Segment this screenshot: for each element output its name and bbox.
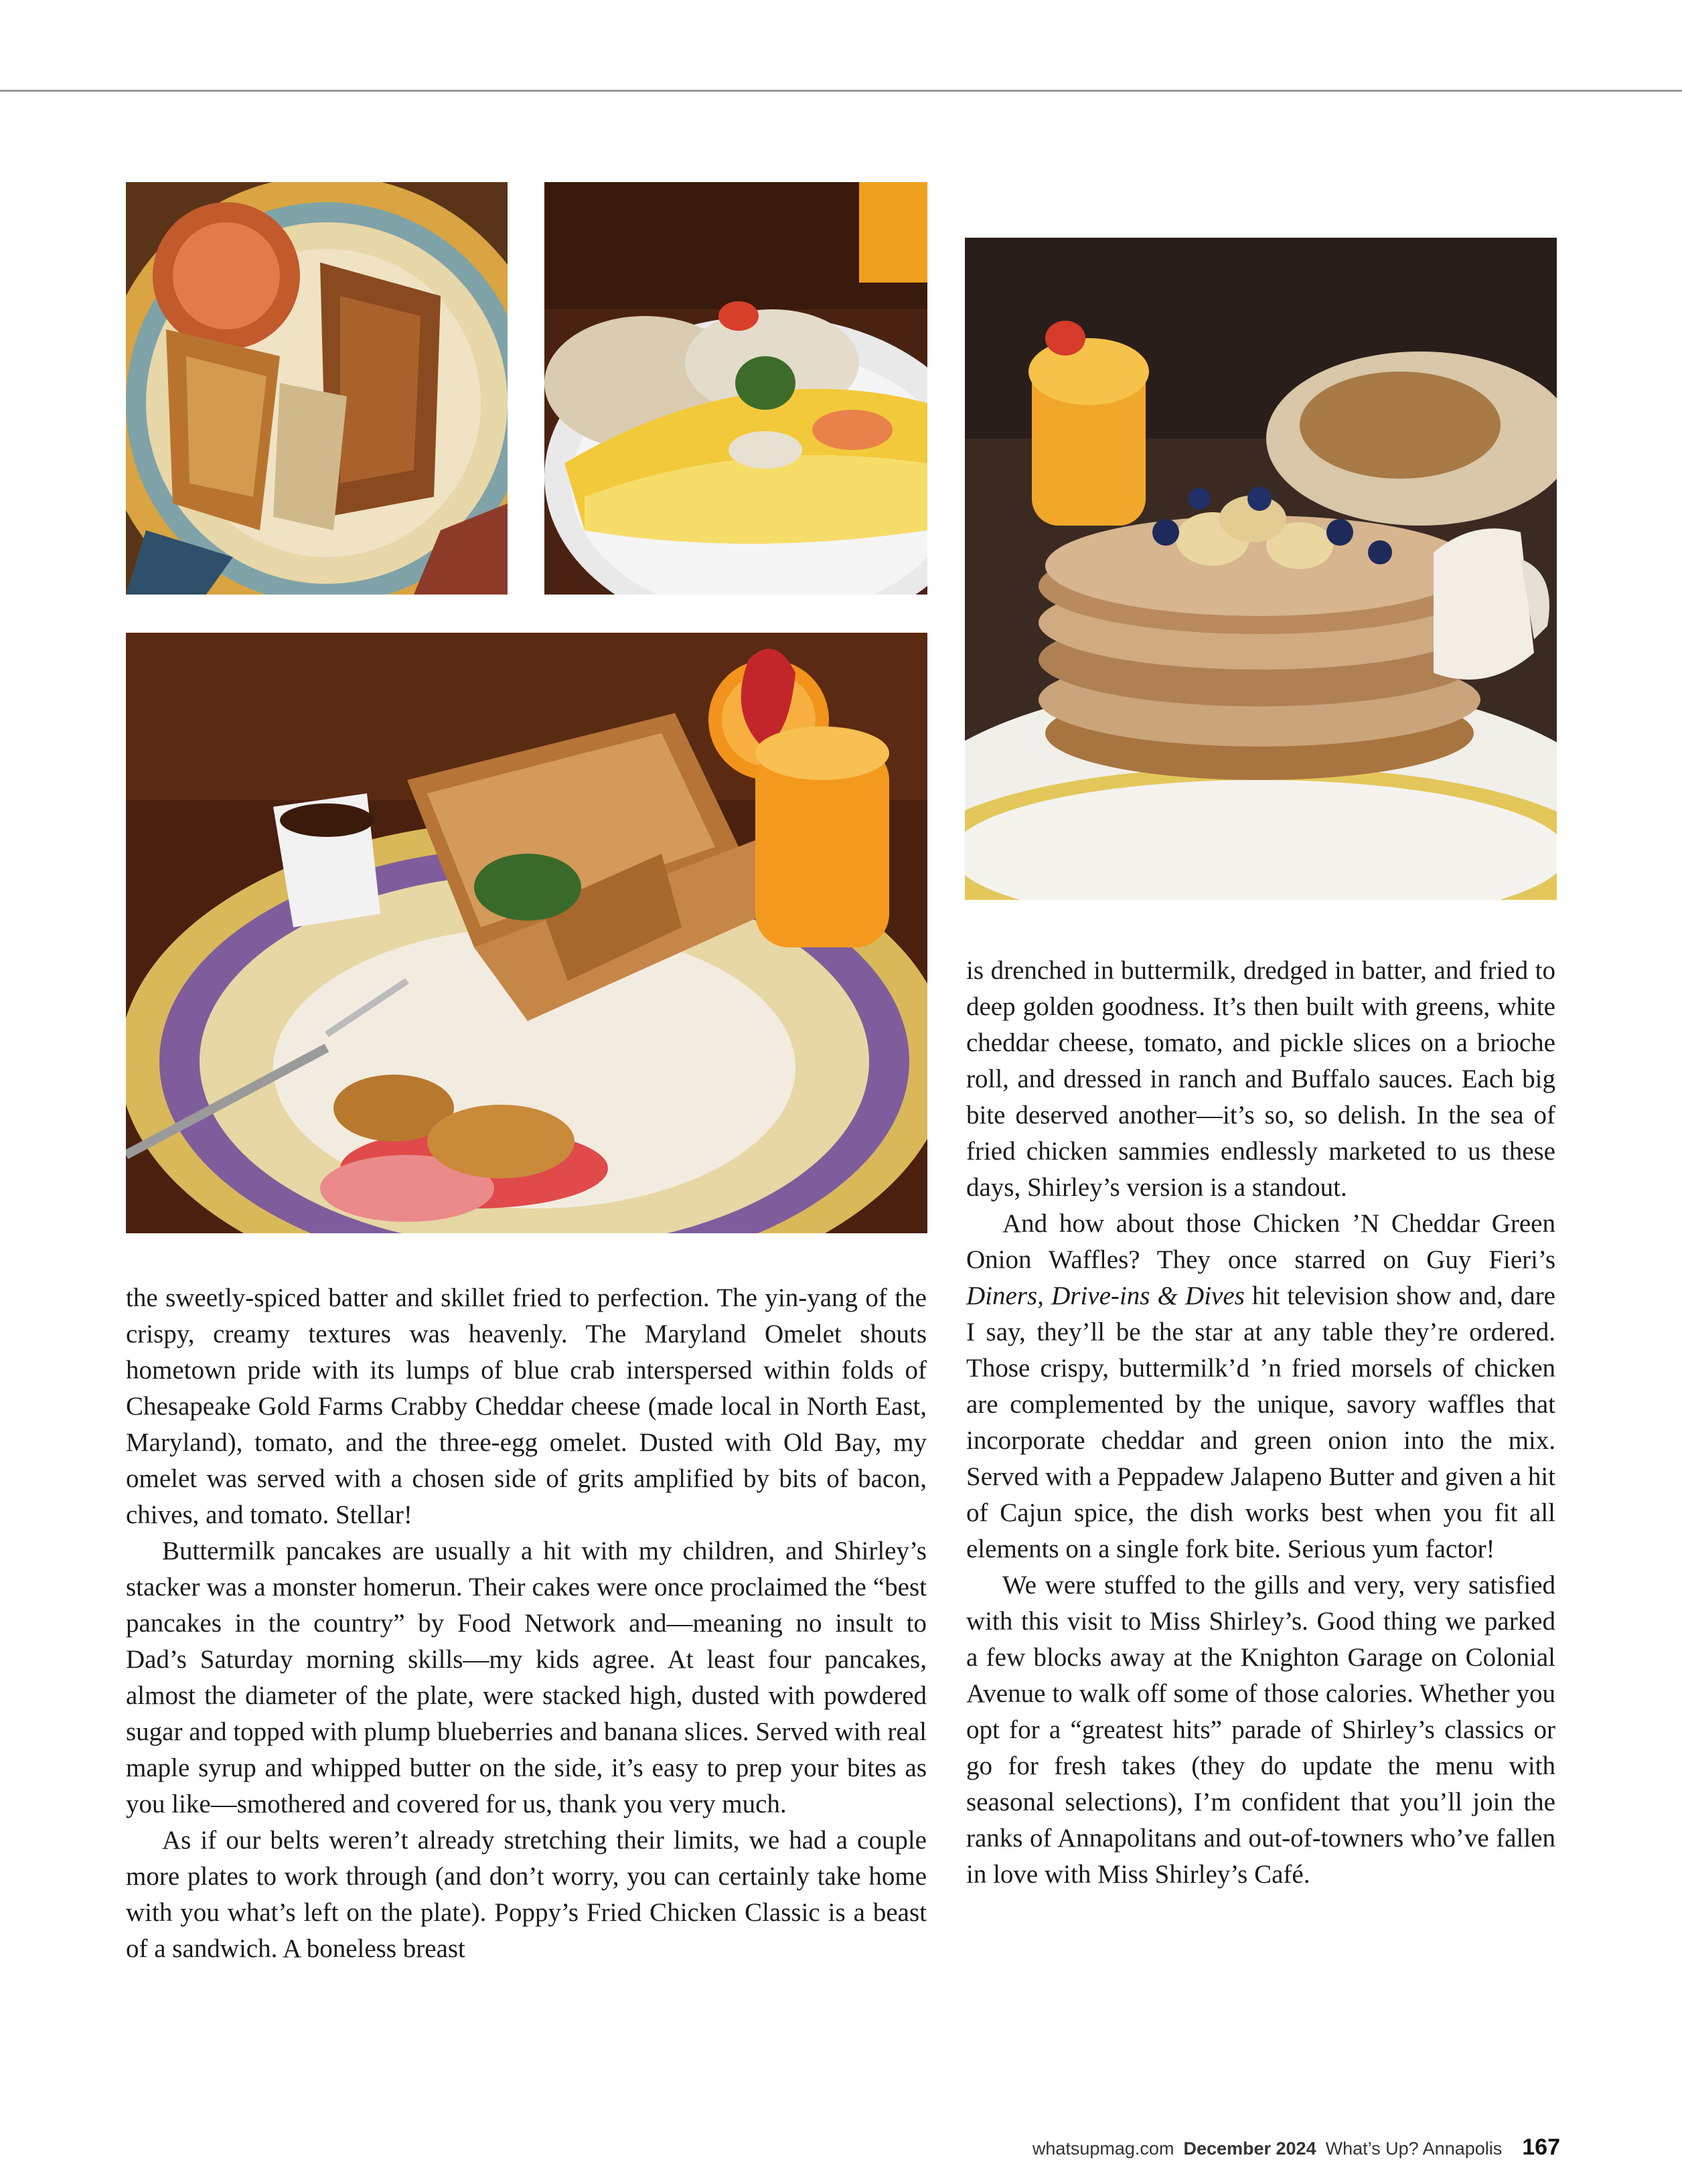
article-paragraph: is drenched in buttermilk, dredged in batter, and fried to deep golden goodness. It’s then built with greens, white cheddar cheese, tomato, and pickle slices on a brioche roll, and dressed in ranch and Buffalo sauces. Each big bite deserved another—it’s so, so delish. In the sea of fried chicken sammies endlessly marketed to us these days, Shirley’s version is a standout.: [966, 956, 1555, 1202]
pancake-stack-photo: [965, 238, 1557, 900]
article-column-left: [126, 1280, 927, 1967]
page-number: 167: [1522, 2134, 1560, 2160]
article-paragraph: Buttermilk pancakes are usually a hit with my children, and Shirley’s stacker was a monster homerun. Their cakes were once proclaimed the “best pancakes in the country” by Food Network and—meaning no insult to Dad’s Saturday morning skills—my kids agree. At least four pancakes, almost the diameter of the plate, were stacked high, dusted with powdered sugar and topped with plump blueberries and banana slices. Served with real maple syrup and whipped butter on the side, it’s easy to prep your bites as you like—smothered and covered for us, thank you very much.: [126, 1537, 927, 1818]
article-column-right: [966, 953, 1555, 1893]
header-rule: [0, 90, 1682, 92]
footer-publication: What’s Up? Annapolis: [1325, 2138, 1503, 2159]
show-title: Diners, Drive-ins & Dives: [966, 1281, 1245, 1310]
page-footer: [1033, 2134, 1560, 2168]
article-paragraph: the sweetly-spiced batter and skillet fried to perfection. The yin-yang of the crispy, creamy textures was heavenly. The Maryland Omelet shouts hometown pride with its lumps of blue crab interspersed within folds of Chesapeake Gold Farms Crabby Cheddar cheese (made local in North East, Maryland), tomato, and the three-egg omelet. Dusted with Old Bay, my omelet was served with a chosen side of grits amplified by bits of bacon, chives, and tomato. Stellar!: [126, 1283, 927, 1529]
french-toast-photo: [126, 633, 927, 1233]
chicken-and-waffles-photo: [126, 182, 508, 595]
footer-site: whatsupmag.com: [1032, 2138, 1174, 2159]
article-paragraph: As if our belts weren’t already stretching their limits, we had a couple more plates to work through (and don’t worry, you can certainly take home with you what’s left on the plate). Poppy’s Fried Chicken Classic is a beast of a sandwich. A boneless breast: [126, 1826, 927, 1963]
article-text: hit television show and, dare I say, they’ll be the star at any table they’re ordered. Those crispy, buttermilk’d ’n fried morsels of chicken are complemented by the unique, savory waffles that incorporate cheddar and green onion into the mix. Served with a Peppadew Jalapeno Butter and given a hit of Cajun spice, the dish works best when you fit all elements on a single fork bite. Serious yum factor!: [966, 1281, 1555, 1563]
article-paragraph: We were stuffed to the gills and very, very satisfied with this visit to Miss Shirley’s. Good thing we parked a few blocks away at the Knighton Garage on Colonial Avenue to walk off some of those calories. Whether you opt for a “greatest hits” parade of Shirley’s classics or go for fresh takes (they do update the menu with seasonal selections), I’m confident that you’ll join the ranks of Annapolitans and out-of-towners who’ve fallen in love with Miss Shirley’s Café.: [966, 1571, 1555, 1889]
article-paragraph: [966, 1206, 1555, 1567]
footer-issue: December 2024: [1183, 2138, 1316, 2159]
article-text: And how about those Chicken ’N Cheddar Green Onion Waffles? They once starred on Guy Fieri’s: [966, 1209, 1555, 1274]
maryland-omelet-photo: [544, 182, 927, 595]
